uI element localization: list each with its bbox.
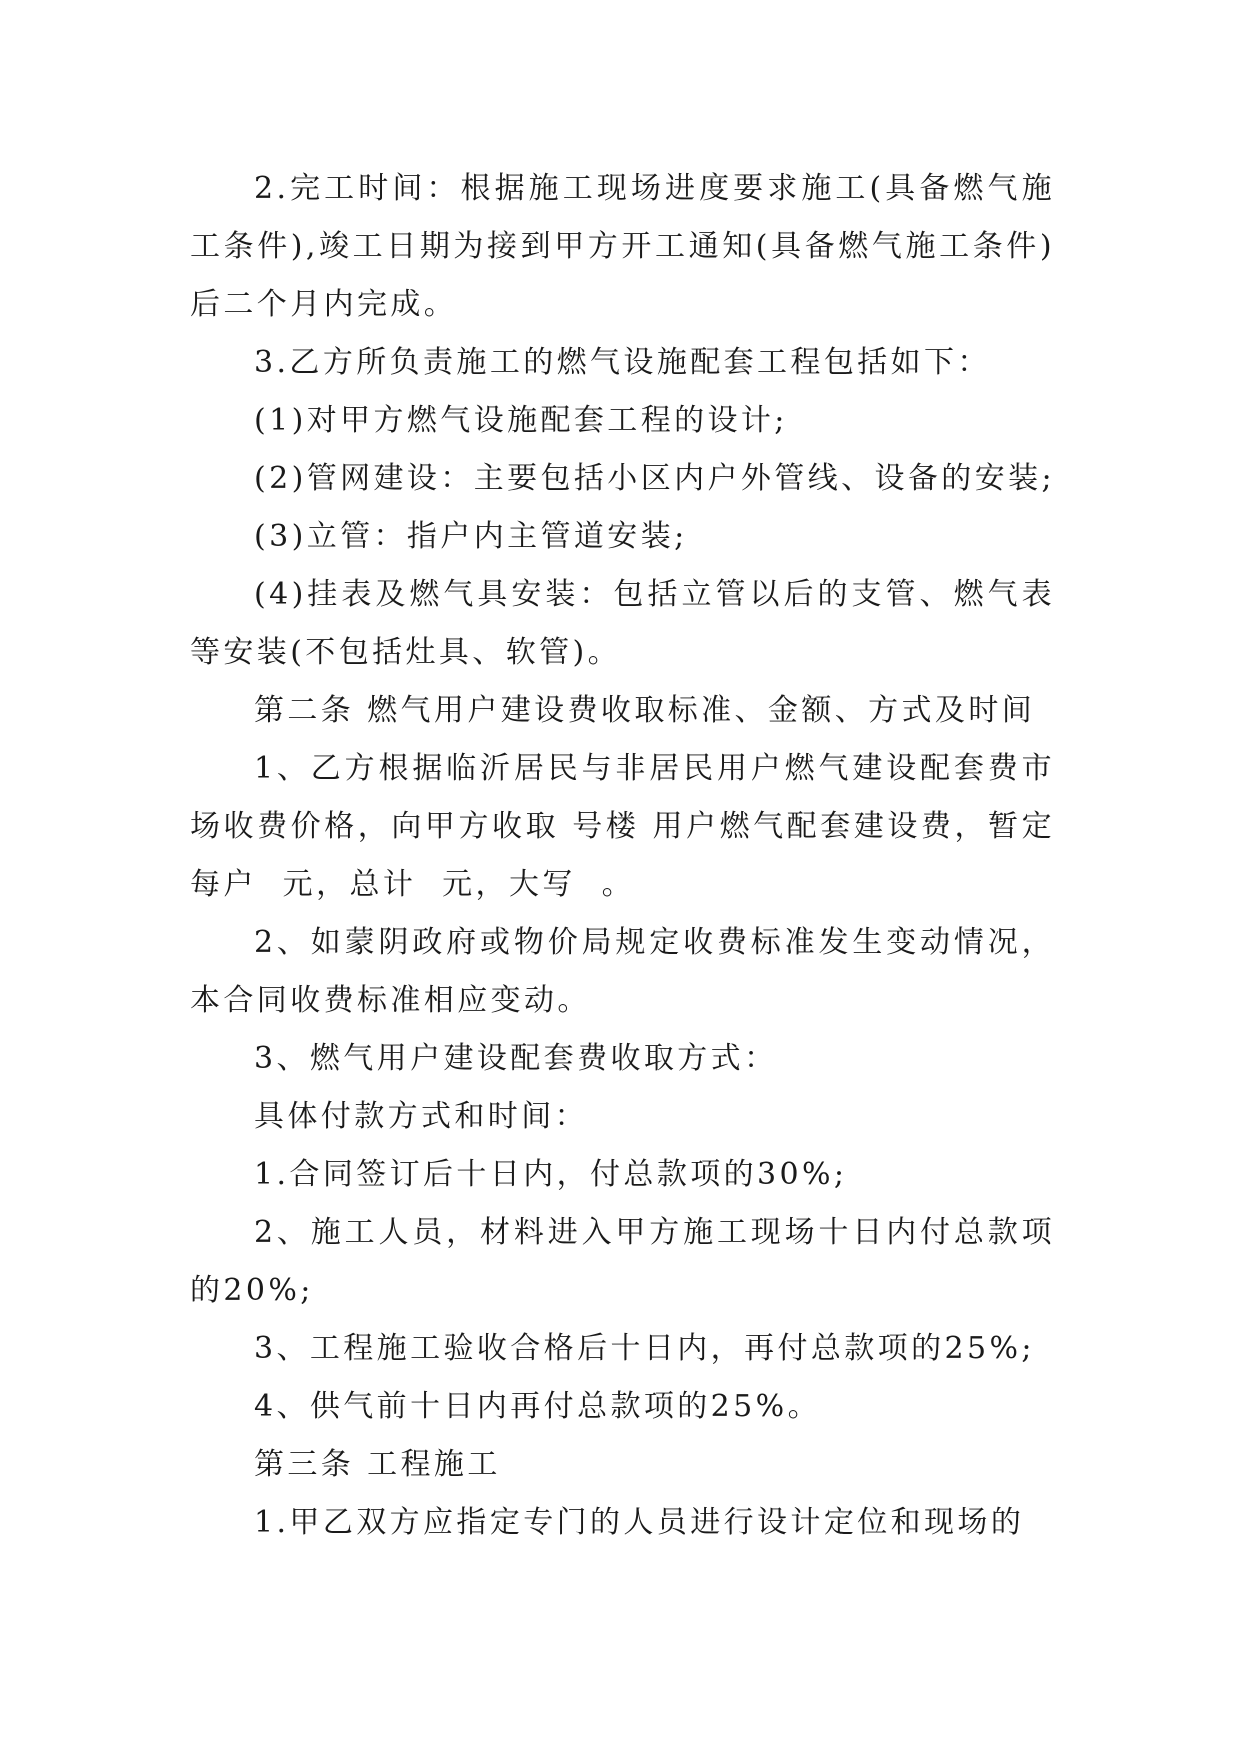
article-three-heading: 第三条 工程施工: [254, 1447, 501, 1482]
paragraph-payment-2: 2、施工人员，材料进入甲方施工现场十日内付总款项的20%;: [190, 1215, 1055, 1308]
paragraph-fee-change: 2、如蒙阴政府或物价局规定收费标准发生变动情况，本合同收费标准相应变动。: [190, 925, 1055, 1018]
paragraph-fee-standard: 1、乙方根据临沂居民与非居民用户燃气建设配套费市场收费价格，向甲方收取 号楼 用户燃气配套建设费，暂定每户 元，总计 元，大写 。: [190, 751, 1055, 902]
paragraph-fee-method: 3、燃气用户建设配套费收取方式：: [254, 1041, 778, 1076]
paragraph-scope-meter: (4)挂表及燃气具安装：包括立管以后的支管、燃气表等安装(不包括灶具、软管)。: [190, 577, 1055, 670]
paragraph-scope-riser: (3)立管：指户内主管道安装;: [254, 519, 688, 554]
paragraph-payment-heading: 具体付款方式和时间：: [254, 1099, 588, 1134]
paragraph-payment-4: 4、供气前十日内再付总款项的25%。: [254, 1389, 821, 1424]
document-body: [190, 160, 1055, 1552]
paragraph-payment-3: 3、工程施工验收合格后十日内，再付总款项的25%;: [254, 1331, 1035, 1366]
paragraph-scope-network: (2)管网建设：主要包括小区内户外管线、设备的安装;: [254, 461, 1056, 496]
paragraph-scope-intro: 3.乙方所负责施工的燃气设施配套工程包括如下：: [254, 345, 991, 380]
article-two-heading: 第二条 燃气用户建设费收取标准、金额、方式及时间: [254, 693, 1036, 728]
paragraph-completion-time: 2.完工时间：根据施工现场进度要求施工(具备燃气施工条件),竣工日期为接到甲方开工通知(具备燃气施工条件)后二个月内完成。: [190, 171, 1055, 322]
paragraph-construction-1: 1.甲乙双方应指定专门的人员进行设计定位和现场的: [254, 1505, 1025, 1540]
paragraph-payment-1: 1.合同签订后十日内，付总款项的30%;: [254, 1157, 848, 1192]
paragraph-scope-design: (1)对甲方燃气设施配套工程的设计;: [254, 403, 788, 438]
